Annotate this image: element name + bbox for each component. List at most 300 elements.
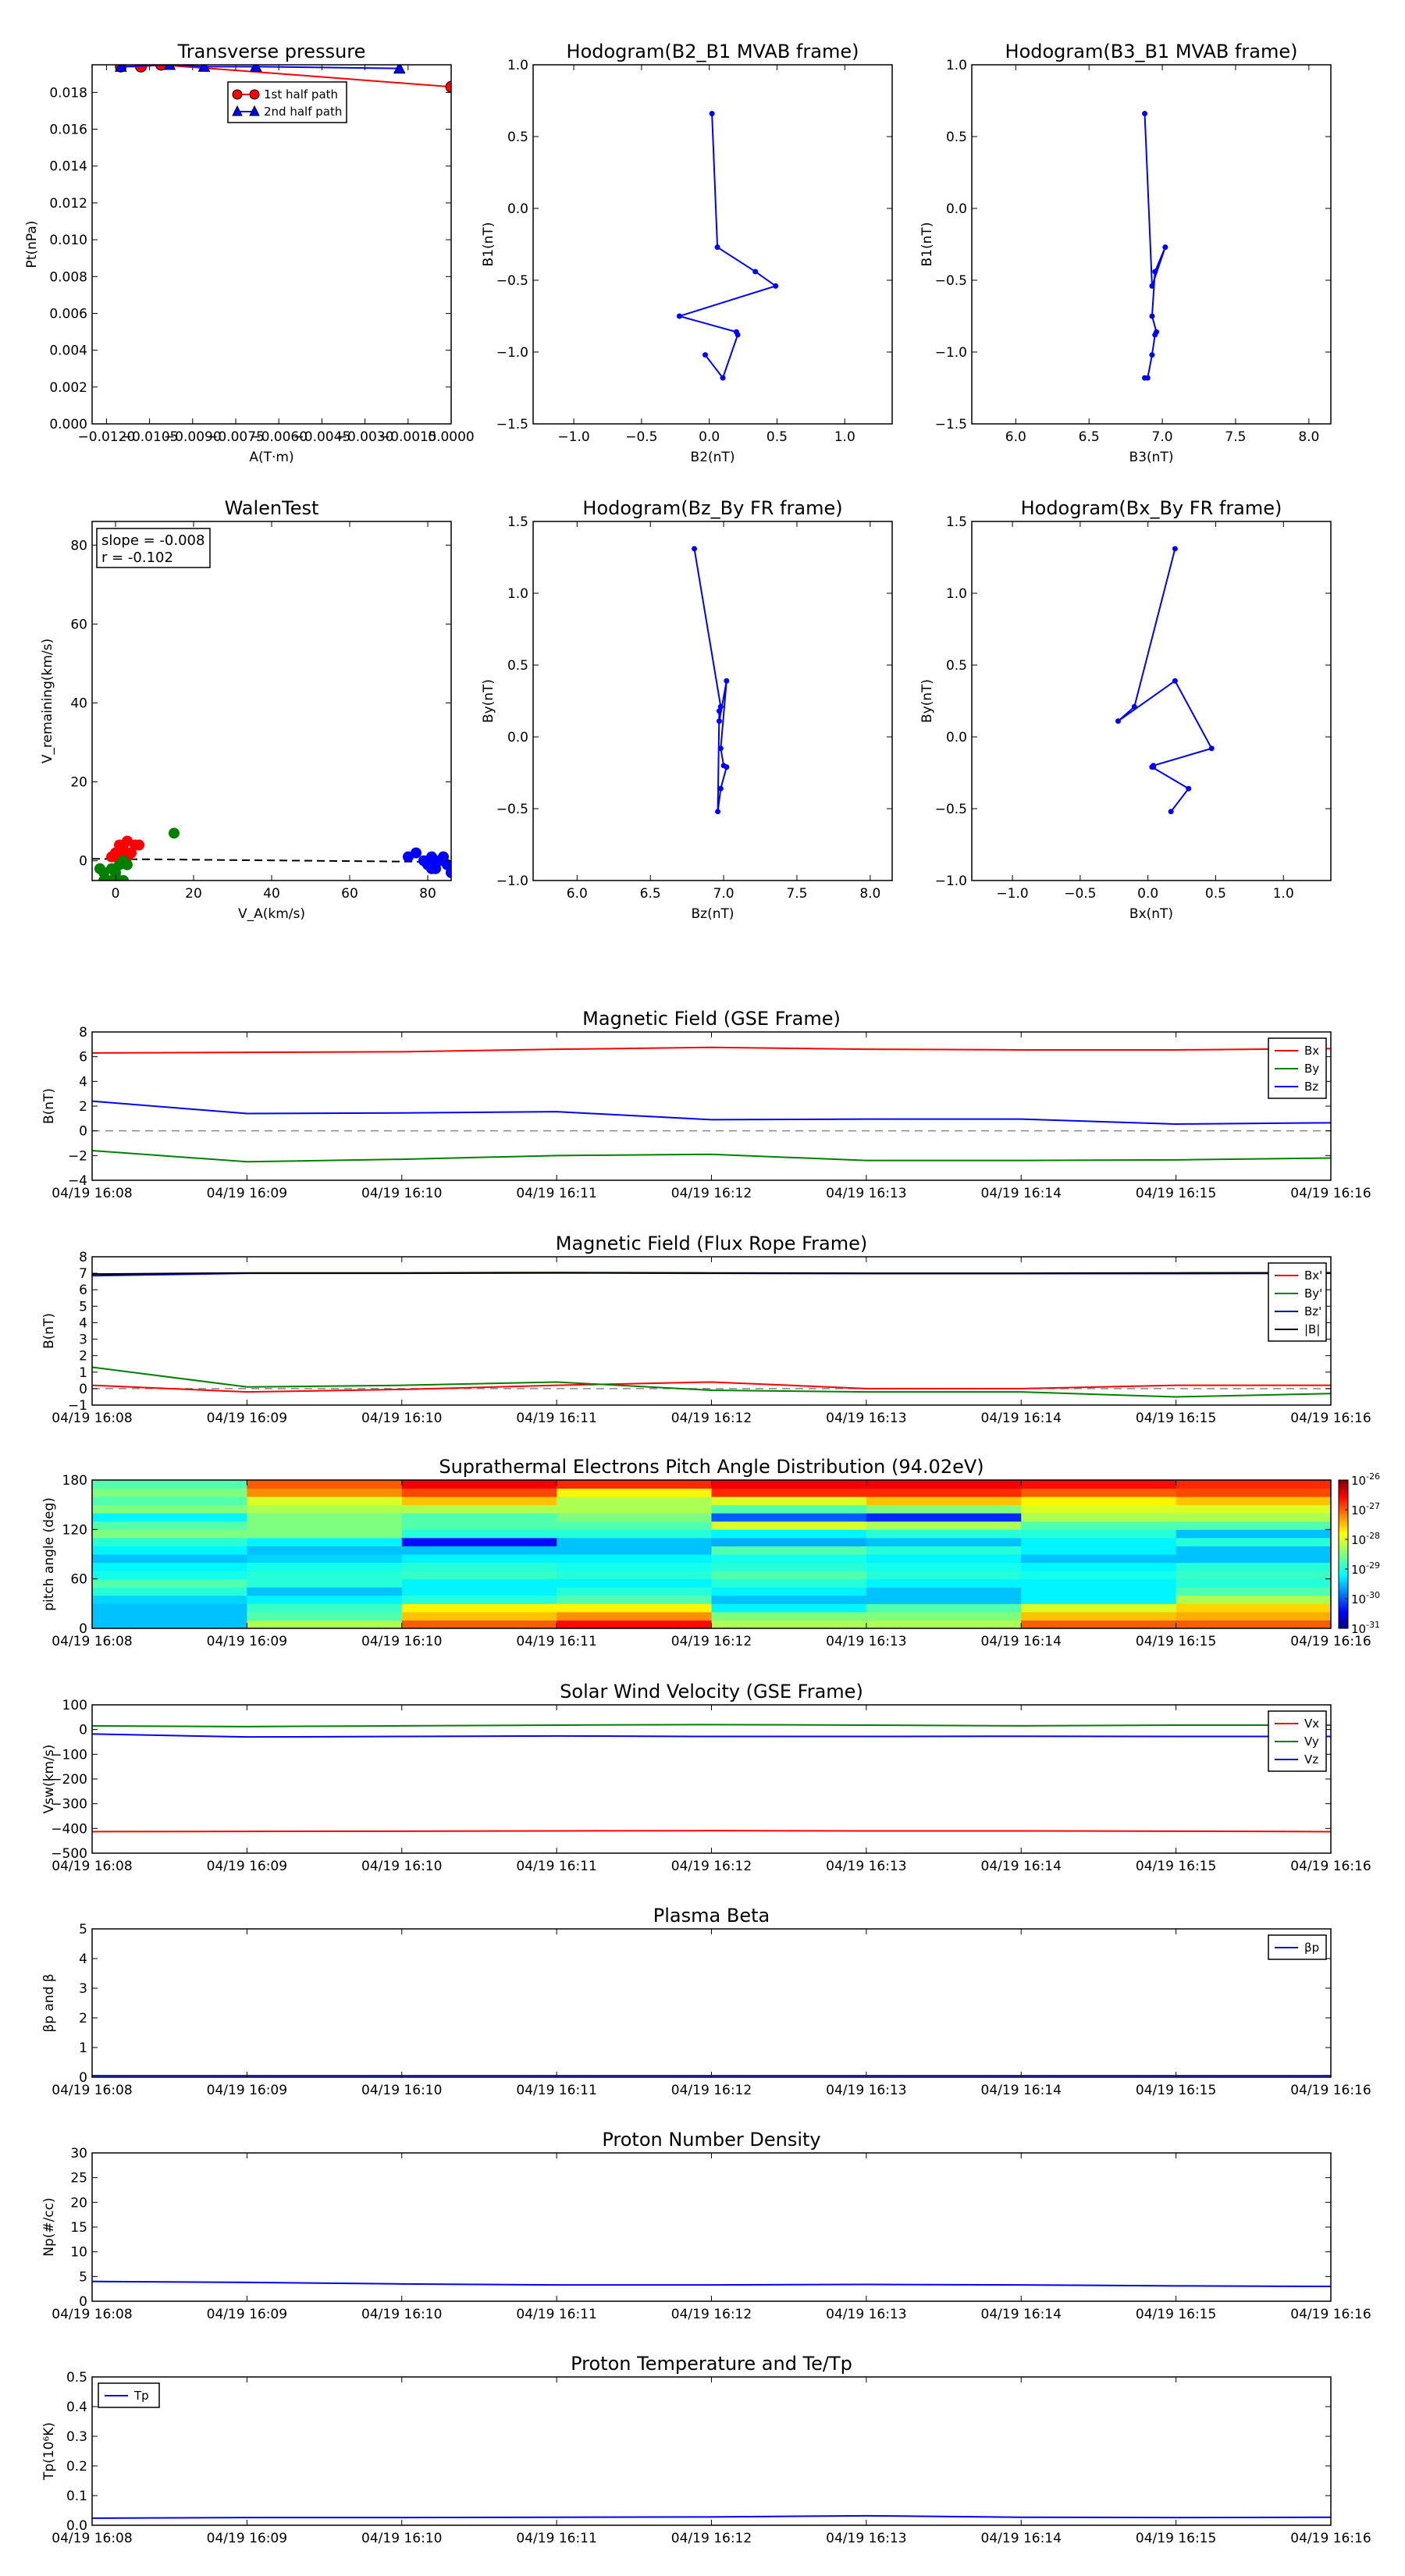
heatmap-cell [402, 1603, 557, 1612]
chart-title: Solar Wind Velocity (GSE Frame) [560, 1681, 863, 1703]
heatmap-cell [557, 1521, 712, 1530]
axes-frame [92, 1032, 1331, 1180]
x-tick-label: 0.0 [1137, 886, 1159, 902]
heatmap-cell [866, 1521, 1022, 1530]
plot-area [92, 1048, 1331, 1162]
colorbar-tick-label: $10^{-29}$ [1351, 1560, 1381, 1577]
colorbar-tick-label: $10^{-30}$ [1351, 1590, 1381, 1606]
x-tick-label: 04/19 16:11 [516, 2083, 597, 2098]
annotation-text: r = -0.102 [101, 550, 173, 566]
x-tick-label: 80 [419, 886, 436, 902]
x-tick-label: 7.0 [713, 886, 735, 902]
heatmap-cell [1021, 1612, 1176, 1621]
x-tick-label: 04/19 16:12 [670, 2531, 752, 2546]
heatmap-cell [866, 1489, 1022, 1497]
x-tick-label: −0.0105 [120, 429, 179, 445]
y-tick-label: 0.000 [49, 417, 87, 432]
heatmap-cell [1176, 1596, 1332, 1604]
heatmap-cell [557, 1480, 712, 1489]
chart-pitch-angle [41, 1456, 1380, 1649]
heatmap-cell [1021, 1571, 1176, 1579]
heatmap-cell [92, 1587, 247, 1596]
heatmap-cell [1021, 1563, 1176, 1571]
annotation-box [97, 528, 210, 568]
y-tick-label: −1 [67, 1398, 87, 1414]
x-tick-label: 04/19 16:16 [1290, 2083, 1371, 2098]
y-tick-label: 4 [79, 1074, 87, 1091]
heatmap-cell [1176, 1496, 1332, 1505]
data-point [717, 718, 722, 724]
chart-proton-density [41, 2129, 1371, 2322]
heatmap-cell [402, 1496, 557, 1505]
heatmap-cell [712, 1579, 867, 1588]
heatmap-cell [1021, 1620, 1176, 1628]
x-tick-label: 04/19 16:10 [361, 1186, 443, 1201]
heatmap-cell [712, 1546, 867, 1554]
heatmap-cell [247, 1620, 402, 1628]
y-tick-label: 0.0 [945, 201, 967, 217]
chart-title: Hodogram(Bz_By FR frame) [582, 497, 843, 519]
x-axis-label: V_A(km/s) [237, 906, 306, 922]
data-point [1162, 244, 1168, 250]
heatmap-cell [402, 1563, 557, 1571]
y-tick-label: 120 [62, 1522, 87, 1539]
heatmap-cell [1021, 1489, 1176, 1497]
x-axis-label: Bz(nT) [691, 906, 735, 922]
y-tick-label: 0.5 [507, 130, 528, 145]
data-point [94, 863, 105, 874]
heatmap-cell [866, 1529, 1022, 1538]
heatmap-cell [1021, 1554, 1176, 1563]
data-point [1172, 678, 1178, 684]
x-tick-label: 04/19 16:14 [980, 1859, 1062, 1874]
legend-label: By [1304, 1062, 1320, 1076]
series-By [92, 1151, 1331, 1162]
data-point [133, 840, 144, 851]
heatmap-cell [712, 1554, 867, 1563]
heatmap-cell [557, 1513, 712, 1521]
data-point [692, 546, 697, 551]
heatmap-cell [92, 1579, 247, 1588]
x-tick-label: −0.0015 [379, 429, 437, 445]
heatmap-cell [557, 1596, 712, 1604]
series-line [679, 114, 775, 379]
x-tick-label: 04/19 16:14 [980, 1186, 1062, 1201]
data-point [1152, 269, 1158, 274]
heatmap-cell [1176, 1513, 1332, 1521]
x-tick-label: 04/19 16:13 [826, 1186, 907, 1201]
x-tick-label: 04/19 16:15 [1135, 1859, 1217, 1874]
legend-label: Vy [1304, 1735, 1319, 1749]
heatmap-cell [1021, 1496, 1176, 1505]
data-point [720, 375, 726, 381]
heatmap-cell [712, 1596, 867, 1604]
annotation-text: slope = -0.008 [101, 532, 205, 549]
heatmap-cell [1176, 1563, 1332, 1571]
data-point [411, 848, 422, 859]
series-Vy [92, 1724, 1331, 1727]
heatmap-cell [92, 1612, 247, 1621]
y-tick-label: 0.014 [49, 158, 87, 175]
data-point [724, 678, 729, 684]
chart-title: Suprathermal Electrons Pitch Angle Distribution (94.02eV) [439, 1456, 984, 1478]
x-tick-label: 1.0 [834, 429, 855, 445]
x-tick-label: 04/19 16:09 [206, 2531, 288, 2546]
y-tick-label: 3 [79, 1981, 87, 1997]
heatmap-cell [1176, 1521, 1332, 1530]
x-tick-label: 7.0 [1151, 429, 1173, 445]
series-0 [692, 546, 729, 814]
heatmap-cell [1021, 1505, 1176, 1514]
x-tick-label: −0.0060 [250, 429, 308, 445]
y-tick-label: 20 [70, 2195, 87, 2211]
axes-frame [972, 65, 1331, 424]
plot-area [1115, 546, 1215, 814]
x-tick-label: −1.0 [557, 429, 590, 445]
heatmap-cell [712, 1620, 867, 1628]
colorbar-tick-label: $10^{-28}$ [1351, 1531, 1381, 1547]
chart-hodogram-b2-b1 [481, 41, 892, 465]
y-tick-label: 60 [70, 1571, 87, 1588]
x-tick-label: 04/19 16:15 [1135, 2531, 1217, 2546]
heatmap-cell [557, 1579, 712, 1588]
x-tick-label: 04/19 16:10 [361, 2531, 443, 2546]
x-tick-label: 8.0 [1298, 429, 1320, 445]
heatmap-cell [1021, 1587, 1176, 1596]
x-tick-label: 04/19 16:09 [206, 1859, 288, 1874]
series-0 [1142, 111, 1168, 381]
legend-label: Vz [1304, 1752, 1319, 1767]
x-tick-label: 04/19 16:08 [52, 2531, 133, 2546]
x-tick-label: 04/19 16:09 [206, 1634, 288, 1649]
y-tick-label: −2 [67, 1148, 87, 1165]
heatmap-cell [1176, 1603, 1332, 1612]
x-tick-label: 20 [185, 886, 202, 902]
heatmap-cell [557, 1505, 712, 1514]
plot-area [92, 1272, 1331, 1397]
x-tick-label: 0.0000 [428, 429, 475, 445]
chart-mag-field-gse [41, 1008, 1371, 1201]
series-line [92, 2282, 1331, 2286]
axes-frame [92, 1929, 1331, 2077]
heatmap-cell [92, 1603, 247, 1612]
x-tick-label: 04/19 16:14 [980, 1634, 1062, 1649]
data-point [1115, 718, 1121, 724]
x-tick-label: 8.0 [859, 886, 881, 902]
legend-label: Bz' [1304, 1304, 1322, 1318]
data-point [110, 848, 121, 859]
chart-title: Magnetic Field (GSE Frame) [582, 1008, 841, 1030]
heatmap-cell [1176, 1587, 1332, 1596]
chart-hodogram-b3-b1 [919, 41, 1331, 465]
x-axis-label: A(T·m) [249, 450, 294, 465]
y-tick-label: 0.5 [945, 658, 967, 674]
data-point [118, 856, 129, 866]
heatmap-cell [247, 1496, 402, 1505]
heatmap-cell [866, 1538, 1022, 1546]
heatmap-cell [712, 1521, 867, 1530]
heatmap-cell [866, 1612, 1022, 1621]
data-point [1132, 704, 1137, 710]
x-tick-label: 04/19 16:12 [670, 1411, 752, 1426]
series-0 [677, 111, 778, 381]
heatmap-cell [1176, 1489, 1332, 1497]
chart-solar-wind [41, 1681, 1371, 1874]
colorbar-tick-label: $10^{-27}$ [1351, 1501, 1381, 1517]
heatmap-cell [247, 1513, 402, 1521]
heatmap-cell [1021, 1579, 1176, 1588]
x-tick-label: 04/19 16:11 [516, 2531, 597, 2546]
x-tick-label: 0.5 [1204, 886, 1226, 902]
y-axis-label: βp and β [41, 1973, 57, 2033]
y-tick-label: 0.0 [507, 730, 528, 745]
heatmap-cell [712, 1587, 867, 1596]
x-tick-label: −0.0030 [336, 429, 394, 445]
heatmap-cell [557, 1554, 712, 1563]
x-tick-label: 0 [111, 886, 120, 902]
axes-frame [92, 2153, 1331, 2301]
legend-label: By' [1304, 1286, 1323, 1300]
chart-hodogram-bx-by [919, 497, 1331, 922]
x-tick-label: 04/19 16:10 [361, 2083, 443, 2098]
axes-frame [92, 521, 451, 881]
heatmap-cell [92, 1505, 247, 1514]
heatmap-cell [247, 1571, 402, 1579]
x-tick-label: 04/19 16:08 [52, 1186, 133, 1201]
series-line [92, 1734, 1331, 1737]
heatmap-cell [866, 1496, 1022, 1505]
heatmap-cell [866, 1620, 1022, 1628]
legend-marker [250, 90, 259, 99]
x-tick-label: 04/19 16:15 [1135, 1411, 1217, 1426]
heatmap-cell [1176, 1538, 1332, 1546]
heatmap-cell [1176, 1554, 1332, 1563]
y-tick-label: 5 [79, 2269, 87, 2286]
x-tick-label: 04/19 16:12 [670, 1634, 752, 1649]
data-point [1152, 332, 1158, 337]
heatmap-cell [1021, 1521, 1176, 1530]
y-tick-label: 1.5 [507, 514, 528, 530]
heatmap-cell [1021, 1480, 1176, 1489]
series-2 [403, 848, 457, 878]
y-tick-label: −0.5 [934, 802, 967, 817]
legend-label: 1st half path [264, 87, 339, 101]
legend-label: Tp [134, 2389, 149, 2403]
x-tick-label: 04/19 16:14 [980, 1411, 1062, 1426]
series-line [92, 1724, 1331, 1727]
heatmap-cell [866, 1513, 1022, 1521]
heatmap-cell [557, 1587, 712, 1596]
heatmap-cell [402, 1505, 557, 1514]
data-point [710, 111, 715, 116]
heatmap-cell [92, 1546, 247, 1554]
heatmap-cell [1021, 1596, 1176, 1604]
heatmap-cell [247, 1596, 402, 1604]
y-tick-label: 4 [79, 1315, 87, 1332]
y-tick-label: 0.2 [66, 2459, 87, 2475]
y-tick-label: 5 [79, 1922, 87, 1937]
legend-label: Bz [1304, 1080, 1319, 1094]
heatmap-cell [247, 1538, 402, 1546]
chart-title: Hodogram(B2_B1 MVAB frame) [566, 41, 859, 62]
data-point [724, 764, 729, 770]
heatmap-cell [402, 1480, 557, 1489]
heatmap-cell [247, 1521, 402, 1530]
y-tick-label: 6 [79, 1283, 87, 1299]
y-tick-label: −200 [51, 1772, 87, 1788]
heatmap-cell [1021, 1529, 1176, 1538]
x-tick-label: 04/19 16:09 [206, 1411, 288, 1426]
plot-area [692, 546, 729, 814]
y-tick-label: 0.004 [49, 343, 87, 359]
y-tick-label: 40 [70, 696, 87, 712]
chart-title: Proton Temperature and Te/Tp [571, 2353, 852, 2375]
chart-mag-field-fr [41, 1233, 1371, 1426]
data-point [1142, 375, 1147, 381]
x-tick-label: 04/19 16:11 [516, 1186, 597, 1201]
x-tick-label: −1.0 [996, 886, 1029, 902]
heatmap-cell [1021, 1546, 1176, 1554]
y-tick-label: 0.002 [49, 379, 87, 396]
heatmap-cell [1176, 1579, 1332, 1588]
y-tick-label: 4 [79, 1952, 87, 1967]
legend-marker [233, 90, 242, 99]
series-Tp [92, 2516, 1331, 2518]
y-axis-label: pitch angle (deg) [41, 1497, 57, 1611]
y-tick-label: 0.010 [49, 233, 87, 249]
chart-title: Magnetic Field (Flux Rope Frame) [555, 1233, 868, 1254]
x-tick-label: 04/19 16:10 [361, 2307, 443, 2322]
y-tick-label: −1.0 [934, 873, 967, 889]
y-tick-label: 180 [62, 1473, 87, 1489]
heatmap-cell [402, 1554, 557, 1563]
y-tick-label: 10 [70, 2244, 87, 2261]
series-0 [1115, 546, 1215, 814]
y-tick-label: 6 [79, 1049, 87, 1066]
heatmap-cell [247, 1603, 402, 1612]
axes-frame [972, 521, 1331, 881]
legend-label: 2nd half path [264, 105, 343, 119]
y-tick-label: −100 [51, 1747, 87, 1763]
x-tick-label: 04/19 16:08 [52, 1411, 133, 1426]
data-point [702, 352, 708, 358]
series-Bz [92, 1101, 1331, 1124]
heatmap-cell [247, 1587, 402, 1596]
x-tick-label: 04/19 16:09 [206, 2083, 288, 2098]
heatmap-cell [92, 1529, 247, 1538]
data-point [1149, 764, 1154, 770]
y-tick-label: 1.0 [507, 58, 528, 73]
series-line [1145, 114, 1165, 379]
x-tick-label: 04/19 16:15 [1135, 1186, 1217, 1201]
series-line [92, 1048, 1331, 1053]
heatmap-cell [712, 1563, 867, 1571]
x-tick-label: −0.0075 [207, 429, 265, 445]
data-point [1149, 283, 1154, 289]
y-axis-label: B(nT) [41, 1087, 57, 1125]
data-point [718, 786, 724, 792]
data-point [1186, 786, 1191, 792]
data-point [773, 283, 778, 289]
x-tick-label: 04/19 16:16 [1290, 1859, 1371, 1874]
heatmap-cell [1176, 1529, 1332, 1538]
heatmap-cell [1176, 1612, 1332, 1621]
x-tick-label: −0.5 [1064, 886, 1097, 902]
data-point [430, 856, 441, 866]
x-tick-label: 04/19 16:08 [52, 2083, 133, 2098]
plot-area [92, 2282, 1331, 2286]
heatmap-cell [557, 1620, 712, 1628]
data-point [677, 314, 682, 319]
y-tick-label: 2 [79, 1099, 87, 1115]
x-tick-label: −0.0120 [77, 429, 136, 445]
legend [1268, 1711, 1326, 1771]
y-tick-label: −0.5 [934, 273, 967, 289]
x-tick-label: 04/19 16:08 [52, 1634, 133, 1649]
y-tick-label: 0.016 [49, 122, 87, 138]
x-tick-label: 04/19 16:11 [516, 1411, 597, 1426]
y-tick-label: 0.0 [66, 2518, 87, 2534]
y-tick-label: 1.5 [945, 514, 967, 530]
y-tick-label: 2 [79, 1348, 87, 1364]
x-tick-label: 60 [341, 886, 358, 902]
x-tick-label: −0.0045 [293, 429, 351, 445]
plot-area [92, 2516, 1331, 2518]
y-tick-label: 7 [79, 1266, 87, 1283]
y-axis-label: B1(nT) [481, 222, 496, 267]
y-tick-label: −1.0 [496, 345, 528, 361]
y-tick-label: −4 [67, 1173, 87, 1189]
x-tick-label: 1.0 [1272, 886, 1294, 902]
plot-area [677, 111, 778, 381]
heatmap-cell [712, 1505, 867, 1514]
heatmap-cell [1021, 1513, 1176, 1521]
y-tick-label: 25 [70, 2170, 87, 2186]
chart-transverse-pressure [24, 41, 475, 465]
x-tick-label: 6.5 [1078, 429, 1100, 445]
heatmap-cell [1176, 1546, 1332, 1554]
colorbar [1339, 1480, 1348, 1628]
heatmap-cell [1176, 1480, 1332, 1489]
y-tick-label: −0.5 [496, 802, 528, 817]
heatmap-cell [712, 1571, 867, 1579]
x-tick-label: 04/19 16:11 [516, 1859, 597, 1874]
x-tick-label: 6.0 [1005, 429, 1026, 445]
axes-frame [92, 1257, 1331, 1405]
y-tick-label: 0.012 [49, 195, 87, 212]
y-tick-label: 0.5 [66, 2370, 87, 2386]
y-axis-label: B(nT) [41, 1312, 57, 1350]
heatmap-cell [557, 1538, 712, 1546]
heatmap-cell [402, 1521, 557, 1530]
data-point [1172, 546, 1178, 551]
colorbar-tick-label: $10^{-26}$ [1351, 1471, 1381, 1488]
y-axis-label: B1(nT) [919, 222, 935, 267]
heatmap-cell [92, 1480, 247, 1489]
x-tick-label: 04/19 16:08 [52, 2307, 133, 2322]
x-tick-label: 04/19 16:16 [1290, 2531, 1371, 2546]
heatmap-cell [712, 1513, 867, 1521]
data-point [715, 809, 720, 814]
heatmap-cell [92, 1571, 247, 1579]
x-tick-label: 04/19 16:09 [206, 2307, 288, 2322]
data-point [169, 827, 180, 838]
heatmap-cell [402, 1620, 557, 1628]
y-tick-label: 1 [79, 2041, 87, 2056]
heatmap-cell [712, 1612, 867, 1621]
data-point [1142, 111, 1147, 116]
axes-frame [92, 2377, 1331, 2525]
